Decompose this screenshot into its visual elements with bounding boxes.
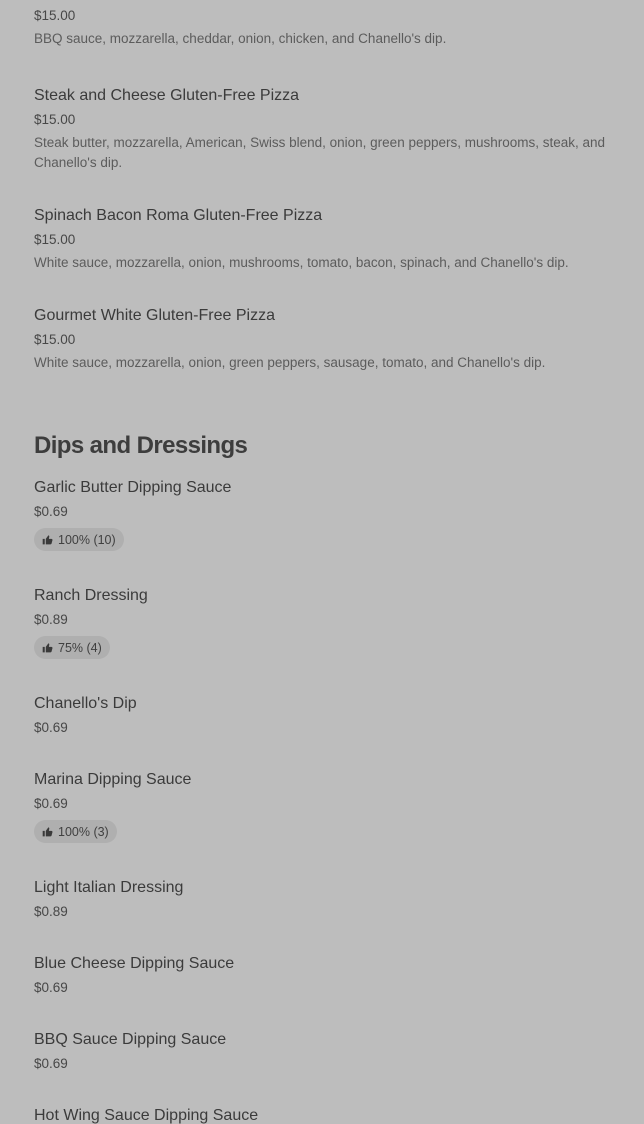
item-price: $0.89 [34,612,68,627]
item-name: Light Italian Dressing [34,879,184,896]
menu-item-light-italian-dressing[interactable] [34,878,610,921]
menu-item-garlic-butter-dipping-sauce[interactable] [34,478,610,551]
rating-badge [34,528,124,551]
item-name: Ranch Dressing [34,587,148,604]
section-title-dips: Dips and Dressings [34,432,248,459]
item-price: $15.00 [34,8,76,23]
item-price: $15.00 [34,332,76,347]
menu-item-bbq-sauce-dipping-sauce[interactable] [34,1030,610,1073]
item-name: BBQ Sauce Dipping Sauce [34,1031,227,1048]
thumbs-up-icon [42,642,53,653]
menu-item-bbq-chicken-gf-pizza[interactable] [34,0,610,49]
item-price: $15.00 [34,112,76,127]
item-name: Steak and Cheese Gluten-Free Pizza [34,87,300,104]
item-name [34,0,610,2]
item-price: $0.69 [34,796,68,811]
item-price: $15.00 [34,232,76,247]
rating-badge [34,820,117,843]
item-name: Gourmet White Gluten-Free Pizza [34,307,275,324]
item-description: White sauce, mozzarella, onion, green peppers, sausage, tomato, and Chanello's dip. [34,355,546,370]
thumbs-up-icon [42,826,53,837]
menu-item-gourmet-white-gf-pizza[interactable] [34,306,610,373]
rating-badge [34,636,110,659]
rating-text: 100% (3) [58,824,109,839]
thumbs-up-icon [42,534,53,545]
item-description: BBQ sauce, mozzarella, cheddar, onion, chicken, and Chanello's dip. [34,31,447,46]
item-name: Chanello's Dip [34,695,137,712]
item-name: Blue Cheese Dipping Sauce [34,955,235,972]
item-price: $0.89 [34,904,68,919]
rating-text: 100% (10) [58,532,116,547]
item-name: Spinach Bacon Roma Gluten-Free Pizza [34,207,323,224]
rating-text: 75% (4) [58,640,102,655]
item-price: $0.69 [34,980,68,995]
item-name: Marina Dipping Sauce [34,771,192,788]
item-name: Hot Wing Sauce Dipping Sauce [34,1107,259,1124]
menu-item-blue-cheese-dipping-sauce[interactable] [34,954,610,997]
item-description: Steak butter, mozzarella, American, Swiss blend, onion, green peppers, mushrooms, steak, and Chanello's dip. [34,135,606,170]
item-description: White sauce, mozzarella, onion, mushrooms, tomato, bacon, spinach, and Chanello's dip. [34,255,569,270]
menu-item-ranch-dressing[interactable] [34,586,610,659]
menu-item-chanellos-dip[interactable] [34,694,610,737]
item-price: $0.69 [34,720,68,735]
item-name: Garlic Butter Dipping Sauce [34,479,232,496]
menu-item-steak-cheese-gf-pizza[interactable] [34,86,610,173]
menu-item-spinach-bacon-roma-gf-pizza[interactable] [34,206,610,273]
item-price: $0.69 [34,1056,68,1071]
menu-item-marina-dipping-sauce[interactable] [34,770,610,843]
item-price: $0.69 [34,504,68,519]
menu-item-hot-wing-sauce-dipping-sauce[interactable] [34,1106,610,1124]
